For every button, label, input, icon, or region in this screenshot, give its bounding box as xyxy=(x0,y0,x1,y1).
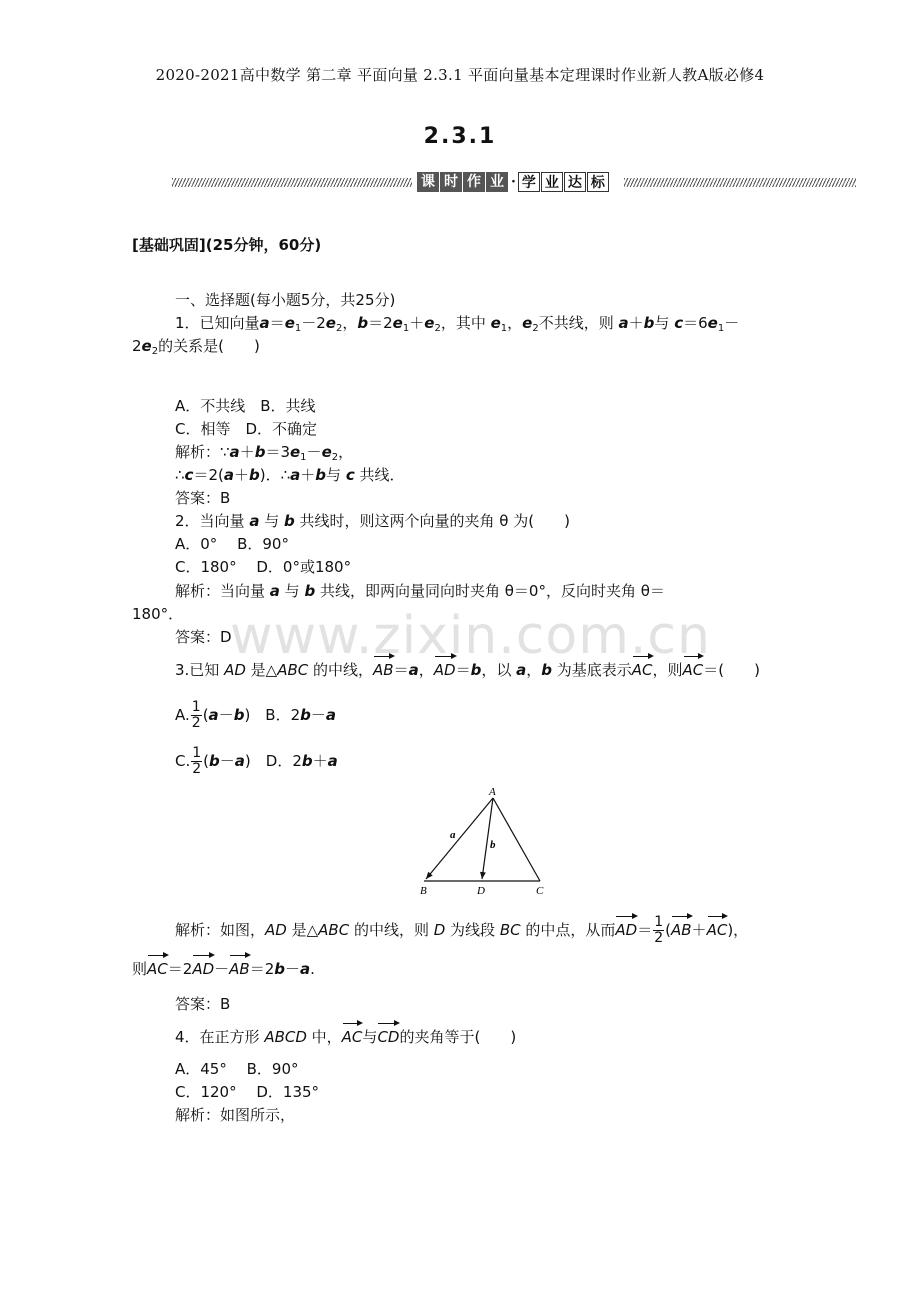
part-title: 一、选择题(每小题5分，共25分) xyxy=(175,291,396,309)
banner-char: 业 xyxy=(486,172,508,192)
q1-options-ab: A．不共线 B．共线 xyxy=(175,397,316,415)
text: ＝ xyxy=(393,661,409,679)
vector-ad: AD xyxy=(192,960,215,978)
q4-options-ab: A．45° B．90° xyxy=(175,1060,299,1078)
var-e: e xyxy=(424,314,435,332)
vector-ad: AD xyxy=(615,921,638,939)
q2-options-ab: A．0° B．90° xyxy=(175,535,289,553)
var-b: b xyxy=(274,960,285,978)
point-name: D xyxy=(433,921,446,939)
banner-separator: · xyxy=(511,174,516,190)
text: ，其中 xyxy=(440,314,491,332)
var-a: a xyxy=(208,706,219,724)
text: ) D．2 xyxy=(244,752,302,770)
q3-answer: 答案：B xyxy=(175,995,231,1013)
banner-label xyxy=(417,171,610,193)
segment-ac xyxy=(493,798,540,881)
text: 与 xyxy=(326,466,346,484)
text: ，则 xyxy=(652,661,683,679)
var-e: e xyxy=(284,314,295,332)
var-b: b xyxy=(304,582,316,600)
var-e: e xyxy=(522,314,533,332)
subscript: 1 xyxy=(500,323,508,334)
q3-options-cd xyxy=(175,746,338,777)
var-b: b xyxy=(254,443,266,461)
text: － xyxy=(214,960,230,978)
banner-char: 达 xyxy=(564,172,586,192)
text: . xyxy=(310,960,315,978)
fraction xyxy=(191,746,202,777)
text: 4．在正方形 xyxy=(175,1028,265,1046)
square-name: ABCD xyxy=(264,1028,307,1046)
q1-options-cd: C．相等 D．不确定 xyxy=(175,420,318,438)
text: ＋ xyxy=(312,752,328,770)
text: － xyxy=(285,960,301,978)
text: 2 xyxy=(132,337,142,355)
numerator: 1 xyxy=(191,699,201,715)
text: ∴ xyxy=(175,466,185,484)
q2-solution-2: 180°． xyxy=(132,605,184,623)
text: C. xyxy=(175,752,191,770)
text: 与 xyxy=(362,1028,378,1046)
text: 的夹角等于( ) xyxy=(399,1028,517,1046)
var-b: b xyxy=(643,314,655,332)
var-b: b xyxy=(249,466,260,484)
var-a: a xyxy=(269,582,280,600)
var-b: b xyxy=(283,512,295,530)
watermark: www.zixin.com.cn xyxy=(230,606,711,666)
var-a: a xyxy=(229,443,240,461)
banner-hatch-left xyxy=(172,178,412,187)
label-d-vertex: D xyxy=(477,885,485,897)
question-2 xyxy=(175,511,570,531)
segment-name: AD xyxy=(224,661,246,679)
section-banner xyxy=(172,171,856,193)
text: 的关系是( ) xyxy=(158,337,260,355)
block-title: [基础巩固](25分钟，60分) xyxy=(132,236,322,254)
text: ， xyxy=(507,314,523,332)
vector-cd: CD xyxy=(377,1028,400,1046)
text: － xyxy=(724,314,740,332)
denominator: 2 xyxy=(191,715,201,731)
triangle-name: ABC xyxy=(277,661,309,679)
vector-ac: AC xyxy=(631,661,653,679)
var-e: e xyxy=(707,314,718,332)
text: 共线． xyxy=(354,466,405,484)
text: 共线，即两向量同向时夹角 θ＝0°，反向时夹角 θ＝ xyxy=(315,582,665,600)
text: ＝2 xyxy=(249,960,275,978)
var-a: a xyxy=(223,466,234,484)
text: 与 xyxy=(654,314,675,332)
q2-answer: 答案：D xyxy=(175,628,232,646)
text: ＝6 xyxy=(683,314,708,332)
text: ＝ xyxy=(269,314,285,332)
q4-solution: 解析：如图所示， xyxy=(175,1106,296,1124)
text: )．∴ xyxy=(259,466,291,484)
banner-char: 标 xyxy=(587,172,609,192)
text: － xyxy=(218,706,234,724)
label-vector-a: a xyxy=(450,829,456,841)
subscript: 2 xyxy=(151,346,159,357)
vector-ab: AB xyxy=(670,921,692,939)
label-a-vertex: A xyxy=(489,786,496,798)
var-b: b xyxy=(541,661,552,679)
var-b: b xyxy=(315,466,327,484)
text: 的中线，则 xyxy=(349,921,434,939)
text: ＝( ) xyxy=(703,661,761,679)
vector-ac: AC xyxy=(147,960,168,978)
banner-char: 课 xyxy=(417,172,439,192)
var-e: e xyxy=(325,314,336,332)
var-a: a xyxy=(300,960,311,978)
subscript: 2 xyxy=(434,323,441,334)
text: 与 xyxy=(259,512,284,530)
var-a: a xyxy=(249,512,260,530)
text: ， xyxy=(526,661,542,679)
var-e: e xyxy=(321,443,332,461)
text: 的中线， xyxy=(308,661,374,679)
text: ， xyxy=(338,443,354,461)
text: ＋ xyxy=(233,466,249,484)
banner-hatch-right xyxy=(624,178,856,187)
var-b: b xyxy=(301,752,313,770)
var-e: e xyxy=(490,314,501,332)
q3-solution-2 xyxy=(132,959,315,979)
subscript: 2 xyxy=(335,323,343,334)
text: ) B．2 xyxy=(244,706,301,724)
document-header: 2020-2021高中数学 第二章 平面向量 2.3.1 平面向量基本定理课时作业新人教A版必修4 xyxy=(155,66,765,84)
subscript: 1 xyxy=(294,323,302,334)
var-b: b xyxy=(233,706,245,724)
text: 则 xyxy=(132,960,148,978)
var-a: a xyxy=(516,661,527,679)
question-3 xyxy=(175,660,760,680)
q3-solution-1 xyxy=(175,915,748,946)
text: ＋ xyxy=(691,921,707,939)
var-c: c xyxy=(345,466,355,484)
denominator: 2 xyxy=(654,930,664,946)
section-number: 2.3.1 xyxy=(423,124,497,149)
text: ＋ xyxy=(239,443,255,461)
text: ( xyxy=(202,706,209,724)
text: ＝2 xyxy=(167,960,193,978)
label-vector-b: b xyxy=(490,839,496,851)
text: 不共线，则 xyxy=(538,314,619,332)
text: 的中点，从而 xyxy=(520,921,616,939)
banner-char: 时 xyxy=(440,172,462,192)
subscript: 2 xyxy=(331,452,339,463)
fraction xyxy=(653,915,664,946)
text: 3.已知 xyxy=(175,661,225,679)
text: ＋ xyxy=(409,314,425,332)
segment-name: BC xyxy=(499,921,521,939)
q1-answer: 答案：B xyxy=(175,489,231,507)
q3-options-ab xyxy=(175,700,336,731)
var-a: a xyxy=(290,466,301,484)
var-a: a xyxy=(618,314,629,332)
q4-options-cd: C．120° D．135° xyxy=(175,1083,320,1101)
var-b: b xyxy=(300,706,311,724)
question-4 xyxy=(175,1027,516,1047)
text: 是△ xyxy=(245,661,278,679)
triangle-name: ABC xyxy=(318,921,350,939)
vector-ab: AB xyxy=(373,661,394,679)
var-e: e xyxy=(289,443,301,461)
text: A. xyxy=(175,706,190,724)
vector-ab: AB xyxy=(229,960,250,978)
text: ( xyxy=(203,752,210,770)
text: 解析：如图， xyxy=(175,921,266,939)
text: －2 xyxy=(301,314,326,332)
text: ＋ xyxy=(628,314,644,332)
banner-char: 作 xyxy=(463,172,485,192)
text: ＝2( xyxy=(193,466,224,484)
var-e: e xyxy=(392,314,403,332)
var-a: a xyxy=(234,752,245,770)
denominator: 2 xyxy=(192,761,202,777)
text: － xyxy=(219,752,235,770)
question-1-cont xyxy=(132,336,260,362)
var-a: a xyxy=(327,752,338,770)
text: ＋ xyxy=(300,466,316,484)
numerator: 1 xyxy=(192,745,202,761)
fraction xyxy=(191,700,202,731)
subscript: 2 xyxy=(532,323,539,334)
text: 为基底表示 xyxy=(552,661,632,679)
var-b: b xyxy=(209,752,220,770)
banner-char: 学 xyxy=(518,172,540,192)
var-c: c xyxy=(184,466,194,484)
text: － xyxy=(310,706,326,724)
text: ，以 xyxy=(481,661,517,679)
text: 共线时，则这两个向量的夹角 θ 为( ) xyxy=(294,512,570,530)
var-c: c xyxy=(674,314,684,332)
var-b: b xyxy=(470,661,482,679)
subscript: 1 xyxy=(300,452,307,463)
segment-name: AD xyxy=(265,921,287,939)
vector-ab-arrow xyxy=(426,798,493,879)
subscript: 1 xyxy=(402,323,410,334)
text: 与 xyxy=(279,582,305,600)
vector-ac: AC xyxy=(706,921,728,939)
text: 2．当向量 xyxy=(175,512,250,530)
text: ， xyxy=(342,314,358,332)
vector-ad: AD xyxy=(433,661,456,679)
text: ＝3 xyxy=(265,443,290,461)
text: ＝ xyxy=(455,661,471,679)
text: 1．已知向量 xyxy=(175,314,260,332)
text: ( xyxy=(665,921,671,939)
text: 中， xyxy=(306,1028,342,1046)
text: ＝ xyxy=(637,921,653,939)
label-c-vertex: C xyxy=(536,885,544,897)
numerator: 1 xyxy=(654,914,664,930)
text: 是△ xyxy=(286,921,319,939)
vector-ac: AC xyxy=(341,1028,363,1046)
var-a: a xyxy=(408,661,419,679)
q2-solution-1 xyxy=(175,581,665,601)
text: )， xyxy=(727,921,749,939)
text: ＝2 xyxy=(368,314,393,332)
q2-options-cd: C．180° D．0°或180° xyxy=(175,558,352,576)
text: 解析：当向量 xyxy=(175,582,270,600)
subscript: 1 xyxy=(717,323,725,334)
text: 为线段 xyxy=(445,921,500,939)
triangle-figure xyxy=(412,786,562,900)
var-b: b xyxy=(357,314,369,332)
vector-ac: AC xyxy=(682,661,704,679)
var-e: e xyxy=(141,337,152,355)
q1-solution-2 xyxy=(175,465,405,485)
var-a: a xyxy=(259,314,270,332)
label-b-vertex: B xyxy=(420,885,427,897)
text: ， xyxy=(418,661,434,679)
text: 解析：∵ xyxy=(175,443,230,461)
var-a: a xyxy=(325,706,337,724)
text: － xyxy=(306,443,322,461)
banner-char: 业 xyxy=(541,172,563,192)
